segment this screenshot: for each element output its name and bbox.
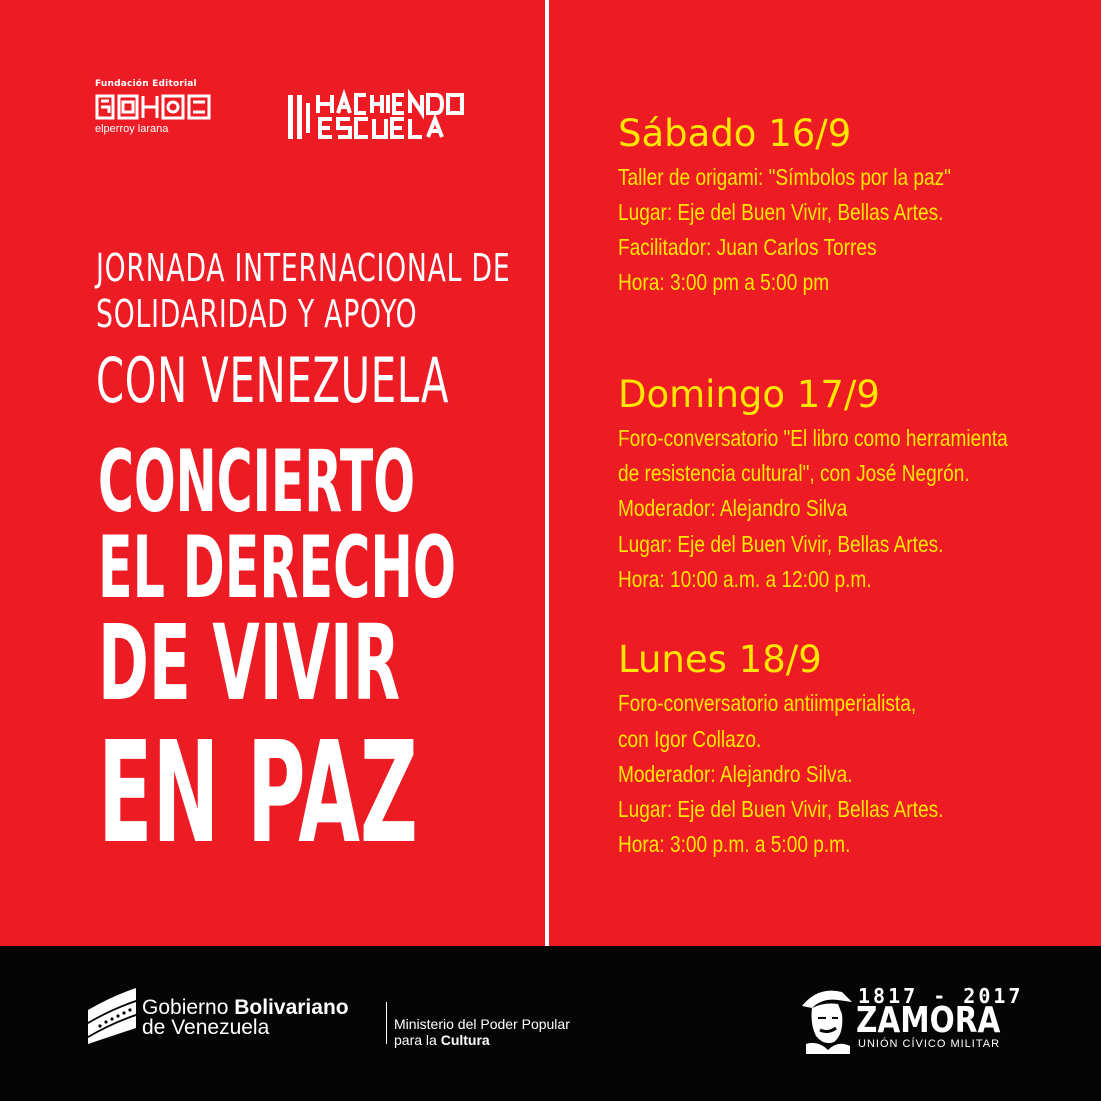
zamora-years: 1817 - 2017	[858, 984, 1024, 1008]
gov-bold: Bolivariano	[234, 996, 349, 1019]
schedule-line: Foro-conversatorio "El libro como herramienta	[618, 425, 1008, 451]
schedule-day-2: Domingo 17/9	[618, 373, 880, 416]
schedule-line: Taller de origami: "Símbolos por la paz"	[618, 164, 951, 190]
zamora-logo	[798, 982, 1024, 1054]
headline-el-derecho: EL DERECHO	[98, 518, 457, 618]
venezuela-flag-icon	[86, 986, 138, 1044]
headline-en-paz: EN PAZ	[98, 712, 418, 875]
schedule-line: Lugar: Eje del Buen Vivir, Bellas Artes.	[618, 796, 944, 822]
gov-line2: de Venezuela	[142, 1016, 270, 1039]
title-line-3: CON VENEZUELA	[96, 344, 450, 417]
title-line-1: JORNADA INTERNACIONAL DE	[96, 246, 511, 290]
divider	[545, 0, 549, 946]
perro-rana-glyph-icon	[95, 93, 213, 121]
schedule-line: Hora: 3:00 pm a 5:00 pm	[618, 269, 830, 295]
gobierno-text	[142, 998, 349, 1038]
min-line1: Ministerio del Poder Popular	[394, 1016, 570, 1032]
schedule-line: de resistencia cultural", con José Negrón.	[618, 460, 970, 486]
schedule-day-1: Sábado 16/9	[618, 112, 852, 155]
schedule-line: con Igor Collazo.	[618, 726, 762, 752]
min-line2-prefix: para la	[394, 1032, 441, 1048]
zamora-portrait-icon	[798, 984, 856, 1054]
headline-de-vivir: DE VIVIR	[98, 602, 401, 724]
schedule-line: Moderador: Alejandro Silva.	[618, 761, 853, 787]
schedule-day-3: Lunes 18/9	[618, 638, 822, 681]
zamora-sub: UNIÓN CÍVICO MILITAR	[858, 1038, 1001, 1050]
schedule-line: Lugar: Eje del Buen Vivir, Bellas Artes.	[618, 531, 944, 557]
anniversary-logo	[286, 89, 468, 141]
schedule-line: Foro-conversatorio antiimperialista,	[618, 690, 917, 716]
schedule-line: Hora: 10:00 a.m. a 12:00 p.m.	[618, 566, 872, 592]
zamora-name: ZAMORA	[856, 1000, 1001, 1041]
footer-separator	[386, 1002, 387, 1044]
gov-prefix: Gobierno	[142, 996, 235, 1019]
fundacion-sub: elperroy larana	[95, 123, 169, 135]
headline-concierto: CONCIERTO	[98, 432, 416, 532]
schedule-line: Hora: 3:00 p.m. a 5:00 p.m.	[618, 831, 851, 857]
schedule-line: Moderador: Alejandro Silva	[618, 495, 848, 521]
title-line-2: SOLIDARIDAD Y APOYO	[96, 292, 418, 336]
schedule-line: Lugar: Eje del Buen Vivir, Bellas Artes.	[618, 199, 944, 225]
schedule-line: Facilitador: Juan Carlos Torres	[618, 234, 877, 260]
fundacion-editorial-logo	[95, 79, 215, 145]
ministerio-text	[394, 1016, 570, 1048]
fundacion-label: Fundación Editorial	[95, 79, 197, 89]
min-line2-bold: Cultura	[440, 1032, 490, 1048]
